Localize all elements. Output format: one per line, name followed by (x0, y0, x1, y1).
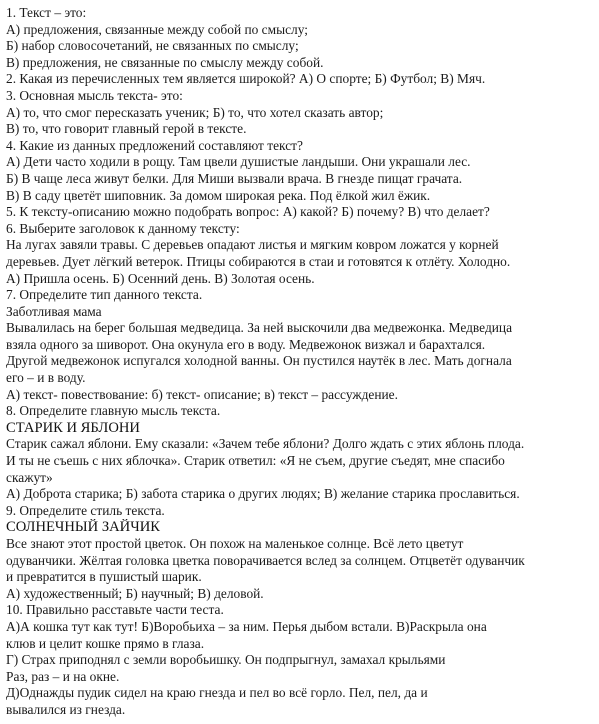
q6-options: А) Пришла осень. Б) Осенний день. В) Золотая осень. (6, 270, 315, 286)
q10-part-line: клюв и целит кошке прямо в глаза. (6, 635, 205, 651)
q10-part-line: Г) Страх приподнял с земли воробьишку. Он подпрыгнул, замахал крыльями (6, 652, 446, 668)
q9-text-title: СОЛНЕЧНЫЙ ЗАЙЧИК (6, 519, 160, 536)
q8-text-title: СТАРИК И ЯБЛОНИ (6, 419, 140, 436)
q1-option-c: В) предложения, не связанные по смыслу между собой. (6, 54, 324, 70)
q6-text-line: На лугах завяли травы. С деревьев опадают листья и мягким ковром ложатся у корней (6, 237, 499, 253)
q8-question: 8. Определите главную мысль текста. (6, 403, 221, 419)
q9-options: А) художественный; Б) научный; В) деловой. (6, 585, 264, 601)
q9-text-line: одуванчики. Жёлтая головка цветка поворачивается вслед за солнцем. Отцветёт одуванчик (6, 552, 525, 568)
q1-option-a: А) предложения, связанные между собой по смыслу; (6, 21, 308, 37)
q10-part-line: А)А кошка тут как тут! Б)Воробьиха – за ним. Перья дыбом встали. В)Раскрыла она (6, 618, 487, 634)
q7-text-line: взяла одного за шиворот. Она окунула его в воду. Медвежонок визжал и барахтался. (6, 336, 486, 352)
q8-text-line: И ты не съешь с них яблочка». Старик ответил: «Я не съем, другие съедят, мне спасибо (6, 453, 505, 469)
q4-option-a: А) Дети часто ходили в рощу. Там цвели душистые ландыши. Они украшали лес. (6, 154, 471, 170)
q7-text-line: Другой медвежонок испугался холодной ванны. Он пустился наутёк в лес. Мать догнала (6, 353, 512, 369)
q10-question: 10. Правильно расставьте части теста. (6, 602, 224, 618)
q10-part-line: вывалился из гнезда. (6, 701, 126, 717)
q10-part-line: Д)Однажды пудик сидел на краю гнезда и пел во всё горло. Пел, пел, да и (6, 685, 428, 701)
q8-options: А) Доброта старика; Б) забота старика о других людях; В) желание старика прославиться. (6, 486, 520, 502)
q4-question: 4. Какие из данных предложений составляют текст? (6, 137, 303, 153)
q7-question: 7. Определите тип данного текста. (6, 287, 203, 303)
q8-text-line: скажут» (6, 469, 53, 485)
q9-question: 9. Определите стиль текста. (6, 502, 165, 518)
q9-text-line: и превратится в пушистый шарик. (6, 569, 202, 585)
q5-question: 5. К тексту-описанию можно подобрать вопрос: А) какой? Б) почему? В) что делает? (6, 204, 490, 220)
q9-text-line: Все знают этот простой цветок. Он похож на маленькое солнце. Всё лето цветут (6, 536, 464, 551)
q3-question: 3. Основная мысль текста- это: (6, 87, 183, 103)
q3-options-ab: А) то, что смог пересказать ученик; Б) то, что хотел сказать автор; (6, 104, 384, 120)
q2-question: 2. Какая из перечисленных тем является широкой? А) О спорте; Б) Футбол; В) Мяч. (6, 71, 486, 87)
q7-text-line: Вывалилась на берег большая медведица. За ней выскочили два медвежонка. Медведица (6, 320, 513, 336)
q7-text-title: Заботливая мама (6, 303, 102, 319)
q10-part-line: Раз, раз – и на окне. (6, 668, 120, 684)
q1-question: 1. Текст – это: (6, 5, 87, 20)
q3-option-c: В) то, что говорит главный герой в тексте. (6, 121, 247, 137)
q7-text-line: его – и в воду. (6, 370, 86, 386)
q8-text-line: Старик сажал яблони. Ему сказали: «Зачем тебе яблони? Долго ждать с этих яблонь плода. (6, 436, 525, 452)
q1-option-b: Б) набор словосочетаний, не связанных по смыслу; (6, 38, 299, 54)
q6-question: 6. Выберите заголовок к данному тексту: (6, 220, 240, 236)
q4-option-c: В) В саду цветёт шиповник. За домом широкая река. Под ёлкой жил ёжик. (6, 187, 431, 203)
q4-option-b: Б) В чаще леса живут белки. Для Миши вызвали врача. В гнезде пищат грачата. (6, 170, 463, 186)
q7-options: А) текст- повествование: б) текст- описание; в) текст – рассуждение. (6, 386, 398, 402)
q6-text-line: деревьев. Дует лёгкий ветерок. Птицы собираются в стаи и готовятся к отлёту. Холодно. (6, 253, 511, 269)
